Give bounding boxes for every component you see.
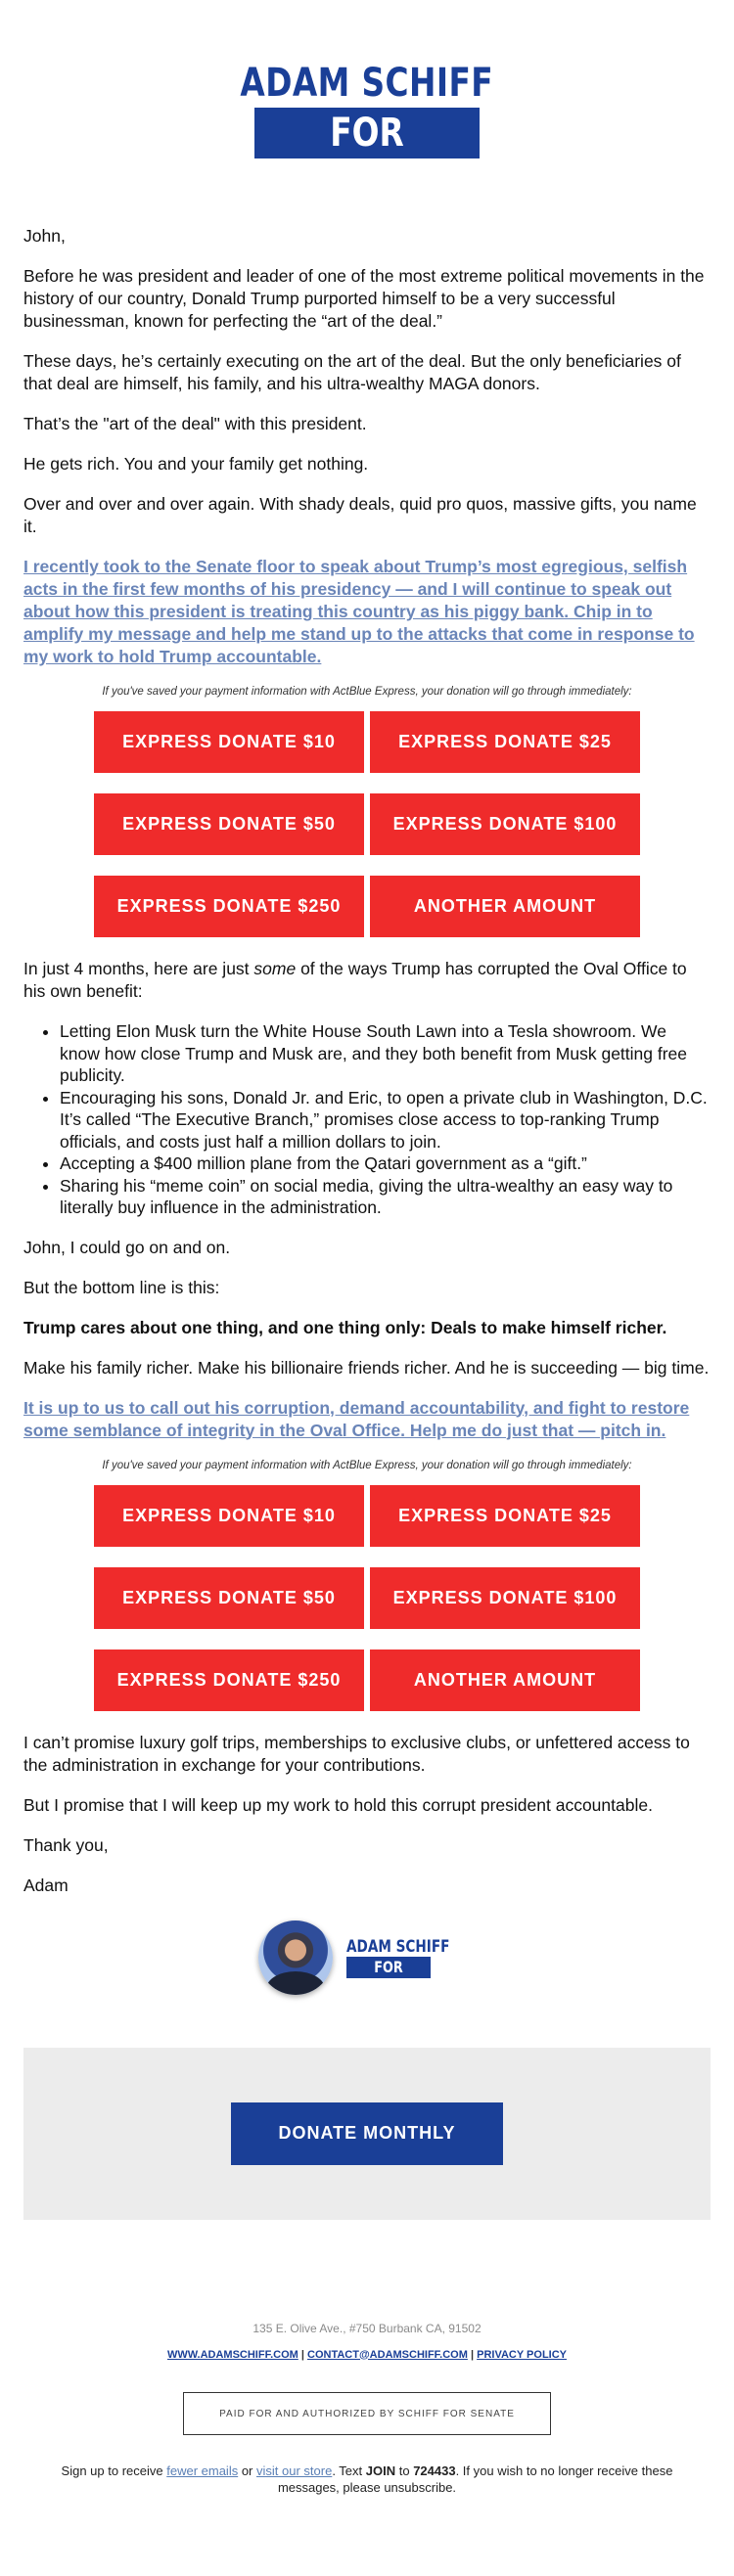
sign-off: Thank you, bbox=[23, 1834, 109, 1855]
donate-monthly-button[interactable]: DONATE MONTHLY bbox=[231, 2102, 503, 2165]
donate-50-button[interactable]: EXPRESS DONATE $50 bbox=[94, 793, 364, 855]
footer-links: WWW.ADAMSCHIFF.COM | CONTACT@ADAMSCHIFF.COM | PRIVACY POLICY bbox=[166, 2348, 567, 2361]
body-paragraph: Make his family richer. Make his billionaire friends richer. And he is succeeding — big time. bbox=[23, 1357, 710, 1378]
email-body bbox=[0, 225, 734, 1897]
list-item: • Sharing his “meme coin” on social media, giving the ultra-wealthy an easy way to literally buy influence in the administration. bbox=[60, 1175, 711, 1219]
another-amount-button[interactable]: ANOTHER AMOUNT bbox=[370, 876, 640, 937]
donate-10-button[interactable]: EXPRESS DONATE $10 bbox=[94, 1485, 364, 1547]
signature-block bbox=[0, 1921, 734, 2012]
bold-statement: Trump cares about one thing, and one thing only: Deals to make himself richer. bbox=[23, 1317, 667, 1337]
appeal-link-1[interactable]: I recently took to the Senate floor to speak about Trump’s most egregious, selfish acts in the first few months of his presidency — and I will continue to speak out about how this president is treating this country as his piggy bank. Chip in to amplify my message and help me stand up to the attacks that come in response to my work to hold Trump accountable. bbox=[23, 557, 695, 666]
donate-grid-1 bbox=[94, 711, 640, 937]
logo-banner bbox=[254, 108, 480, 206]
donate-50-button[interactable]: EXPRESS DONATE $50 bbox=[94, 1567, 364, 1629]
fewer-emails-link[interactable]: fewer emails bbox=[166, 2463, 239, 2478]
body-paragraph: But the bottom line is this: bbox=[23, 1277, 220, 1297]
donate-25-button[interactable]: EXPRESS DONATE $25 bbox=[370, 711, 640, 773]
avatar bbox=[258, 1921, 333, 1995]
visit-store-link[interactable]: visit our store bbox=[256, 2463, 333, 2478]
small-logo: ADAM SCHIFF FOR SENATE bbox=[346, 1936, 450, 1998]
closing-paragraph: I can’t promise luxury golf trips, memberships to exclusive clubs, or unfettered access to the administration in exchange for your contributions. bbox=[23, 1732, 690, 1775]
donate-25-button[interactable]: EXPRESS DONATE $25 bbox=[370, 1485, 640, 1547]
privacy-policy-link[interactable]: PRIVACY POLICY bbox=[477, 2348, 567, 2361]
intro-paragraph: That’s the "art of the deal" with this president. bbox=[23, 414, 367, 433]
donate-250-button[interactable]: EXPRESS DONATE $250 bbox=[94, 876, 364, 937]
address: 135 E. Olive Ave., #750 Burbank CA, 91502 bbox=[252, 2321, 482, 2335]
donate-100-button[interactable]: EXPRESS DONATE $100 bbox=[370, 1567, 640, 1629]
appeal-link-2[interactable]: It is up to us to call out his corruption, demand accountability, and fight to restore some semblance of integrity in the Oval Office. Help me do just that — pitch in. bbox=[23, 1397, 690, 1440]
donate-100-button[interactable]: EXPRESS DONATE $100 bbox=[370, 793, 640, 855]
ways-intro: In just 4 months, here are just some of the ways Trump has corrupted the Oval Office to his own benefit: bbox=[23, 959, 687, 1001]
donate-250-button[interactable]: EXPRESS DONATE $250 bbox=[94, 1650, 364, 1711]
donate-10-button[interactable]: EXPRESS DONATE $10 bbox=[94, 711, 364, 773]
closing-paragraph: But I promise that I will keep up my work to hold this corrupt president accountable. bbox=[23, 1794, 653, 1815]
intro-paragraph: These days, he’s certainly executing on the art of the deal. But the only beneficiaries of that deal are himself, his family, and his ultra-wealthy MAGA donors. bbox=[23, 351, 681, 393]
another-amount-button[interactable]: ANOTHER AMOUNT bbox=[370, 1650, 640, 1711]
donate-grid-2 bbox=[94, 1485, 640, 1711]
footer bbox=[0, 2220, 734, 2496]
intro-paragraph: He gets rich. You and your family get nothing. bbox=[23, 454, 369, 474]
list-item: • Accepting a $400 million plane from the Qatari government as a “gift.” bbox=[60, 1152, 711, 1175]
signup-text: Sign up to receive fewer emails or visit our store. Text JOIN to 724433. If you wish to no longer receive these messages, please unsubscribe. bbox=[61, 2463, 673, 2495]
signature-name: Adam bbox=[23, 1875, 69, 1895]
list-item: • Encouraging his sons, Donald Jr. and Eric, to open a private club in Washington, D.C. It’s called “The Executive Branch,” promises close access to top-ranking Trump officials, and costs just half a million dollars to join. bbox=[60, 1087, 711, 1153]
list-item: • Letting Elon Musk turn the White House South Lawn into a Tesla showroom. We know how close Trump and Musk are, and they both benefit from Musk getting free publicity. bbox=[60, 1020, 711, 1087]
contact-link[interactable]: CONTACT@ADAMSCHIFF.COM bbox=[307, 2348, 468, 2361]
header-logo bbox=[0, 0, 734, 225]
greeting: John, bbox=[23, 226, 66, 246]
logo-banner-text: FOR SENATE bbox=[298, 111, 436, 206]
monthly-panel bbox=[23, 2048, 711, 2220]
intro-paragraph: Over and over and over again. With shady deals, quid pro quos, massive gifts, you name it. bbox=[23, 494, 697, 536]
ways-list bbox=[60, 1020, 711, 1219]
express-note: If you've saved your payment information with ActBlue Express, your donation will go through immediately: bbox=[102, 1459, 632, 1471]
intro-paragraph: Before he was president and leader of one of the most extreme political movements in the history of our country, Donald Trump purported himself to be a very successful businessman, known for perfecting the “art of the deal.” bbox=[23, 266, 705, 331]
paid-for-disclaimer: PAID FOR AND AUTHORIZED BY SCHIFF FOR SENATE bbox=[183, 2392, 551, 2435]
logo-name: ADAM SCHIFF bbox=[240, 61, 494, 106]
website-link[interactable]: WWW.ADAMSCHIFF.COM bbox=[166, 2348, 298, 2361]
express-note: If you've saved your payment information with ActBlue Express, your donation will go through immediately: bbox=[102, 686, 632, 698]
body-paragraph: John, I could go on and on. bbox=[23, 1237, 231, 1257]
